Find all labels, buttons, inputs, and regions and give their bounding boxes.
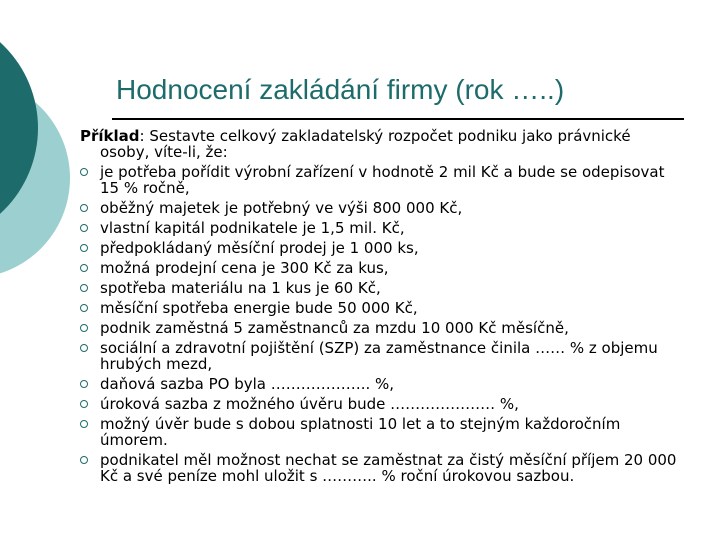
slide-content [80, 128, 680, 488]
list-item: úroková sazba z možného úvěru bude ………………… %, [80, 396, 680, 412]
intro-text: : Sestavte celkový zakladatelský rozpočet podniku jako právnické osoby, víte-li, že: [100, 127, 631, 161]
bullet-ring-icon [80, 224, 88, 232]
list-item: daňová sazba PO byla ……………….. %, [80, 376, 680, 392]
bullet-ring-icon [80, 344, 88, 352]
bullet-ring-icon [80, 456, 88, 464]
list-item: podnik zaměstná 5 zaměstnanců za mzdu 10 000 Kč měsíčně, [80, 320, 680, 336]
slide-title: Hodnocení zakládání firmy (rok …..) [116, 74, 565, 105]
list-item: možný úvěr bude s dobou splatnosti 10 let a to stejným každoročním úmorem. [80, 416, 680, 448]
decorative-circles [0, 0, 80, 300]
list-item: podnikatel měl možnost nechat se zaměstnat za čistý měsíční příjem 20 000 Kč a své peníze mohl uložit s ……….. % roční úrokovou sazbou. [80, 452, 680, 484]
bullet-ring-icon [80, 400, 88, 408]
bullet-ring-icon [80, 264, 88, 272]
list-item: měsíční spotřeba energie bude 50 000 Kč, [80, 300, 680, 316]
bullet-ring-icon [80, 284, 88, 292]
bullet-ring-icon [80, 168, 88, 176]
list-item: předpokládaný měsíční prodej je 1 000 ks, [80, 240, 680, 256]
bullet-ring-icon [80, 324, 88, 332]
list-item: spotřeba materiálu na 1 kus je 60 Kč, [80, 280, 680, 296]
bullet-ring-icon [80, 380, 88, 388]
intro-paragraph [80, 128, 680, 160]
list-item: sociální a zdravotní pojištění (SZP) za zaměstnance činila …… % z objemu hrubých mezd, [80, 340, 680, 372]
bullet-ring-icon [80, 244, 88, 252]
bullet-ring-icon [80, 204, 88, 212]
bullet-ring-icon [80, 304, 88, 312]
list-item: oběžný majetek je potřebný ve výši 800 000 Kč, [80, 200, 680, 216]
list-item: je potřeba pořídit výrobní zařízení v hodnotě 2 mil Kč a bude se odepisovat 15 % ročně, [80, 164, 680, 196]
title-underline [112, 118, 684, 120]
intro-label: Příklad [80, 127, 140, 145]
bullet-ring-icon [80, 420, 88, 428]
list-item: vlastní kapitál podnikatele je 1,5 mil. Kč, [80, 220, 680, 236]
list-item: možná prodejní cena je 300 Kč za kus, [80, 260, 680, 276]
bullet-list [80, 164, 680, 484]
